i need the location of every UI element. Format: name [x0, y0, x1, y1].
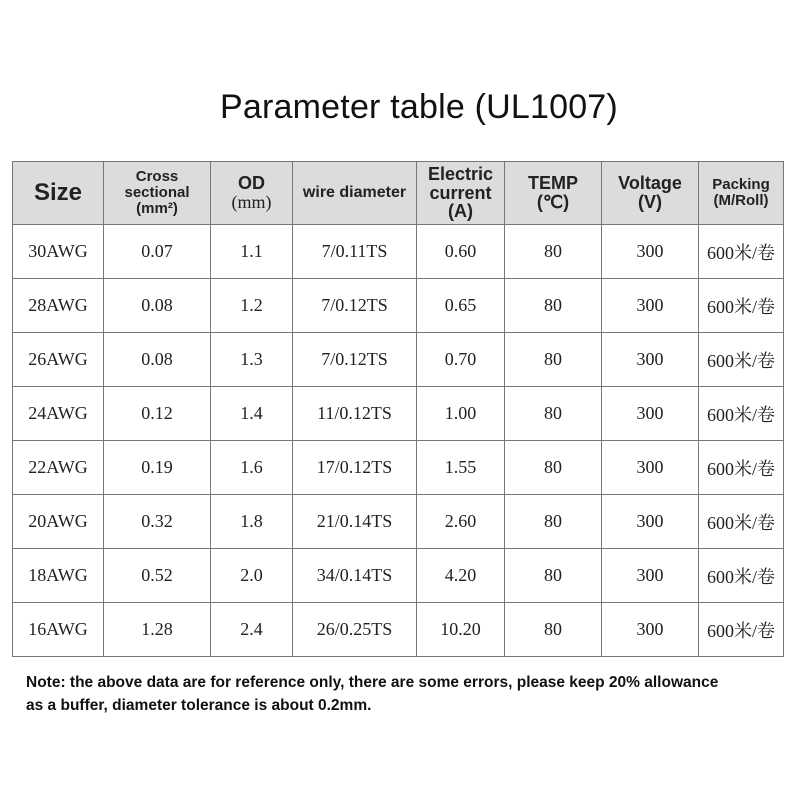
- cell-size: 24AWG: [13, 387, 104, 441]
- cell-wire-diameter: 7/0.12TS: [293, 333, 417, 387]
- cell-packing: 600米/卷: [699, 387, 784, 441]
- header-od-line-2: (mm): [231, 192, 272, 212]
- cell-cross-sectional: 0.08: [104, 333, 211, 387]
- cell-packing: 600米/卷: [699, 279, 784, 333]
- cell-temp: 80: [505, 333, 602, 387]
- cell-od: 1.1: [211, 225, 293, 279]
- cell-wire-diameter: 34/0.14TS: [293, 549, 417, 603]
- table-row: [13, 279, 784, 333]
- cell-cross-sectional: 0.52: [104, 549, 211, 603]
- cell-voltage: 300: [602, 225, 699, 279]
- header-packing: [699, 162, 784, 225]
- header-current-line-2: current: [429, 182, 492, 203]
- header-size-label: Size: [33, 179, 83, 207]
- cell-cross-sectional: 0.12: [104, 387, 211, 441]
- table-row: [13, 387, 784, 441]
- cell-packing: 600米/卷: [699, 441, 784, 495]
- cell-wire-diameter: 7/0.12TS: [293, 279, 417, 333]
- cell-wire-diameter: 11/0.12TS: [293, 387, 417, 441]
- cell-cross-sectional: 0.07: [104, 225, 211, 279]
- header-temp: [505, 162, 602, 225]
- cell-temp: 80: [505, 387, 602, 441]
- header-od: [211, 162, 293, 225]
- header-temp-line-1: TEMP: [527, 173, 578, 194]
- cell-voltage: 300: [602, 603, 699, 657]
- cell-cross-sectional: 1.28: [104, 603, 211, 657]
- cell-od: 1.4: [211, 387, 293, 441]
- table-row: [13, 333, 784, 387]
- cell-packing: 600米/卷: [699, 495, 784, 549]
- table-row: [13, 549, 784, 603]
- cell-od: 2.4: [211, 603, 293, 657]
- cell-electric-current: 2.60: [417, 495, 505, 549]
- header-size: [13, 162, 104, 225]
- page-title: Parameter table (UL1007): [220, 88, 618, 126]
- cell-voltage: 300: [602, 441, 699, 495]
- header-cross-line-1: Cross: [135, 168, 179, 186]
- cell-temp: 80: [505, 549, 602, 603]
- cell-od: 1.6: [211, 441, 293, 495]
- cell-cross-sectional: 0.32: [104, 495, 211, 549]
- cell-od: 2.0: [211, 549, 293, 603]
- cell-electric-current: 1.00: [417, 387, 505, 441]
- header-temp-line-2: (℃): [536, 192, 570, 212]
- cell-temp: 80: [505, 279, 602, 333]
- cell-packing: 600米/卷: [699, 333, 784, 387]
- cell-size: 22AWG: [13, 441, 104, 495]
- cell-voltage: 300: [602, 333, 699, 387]
- header-voltage-line-2: (V): [638, 192, 662, 212]
- header-cross-line-3: (mm²): [136, 199, 178, 217]
- table-row: [13, 441, 784, 495]
- cell-temp: 80: [505, 603, 602, 657]
- table-row: [13, 603, 784, 657]
- cell-size: 16AWG: [13, 603, 104, 657]
- header-cross-line-2: sectional: [124, 184, 190, 202]
- footnote: [26, 671, 786, 717]
- cell-temp: 80: [505, 225, 602, 279]
- cell-electric-current: 4.20: [417, 549, 505, 603]
- cell-cross-sectional: 0.19: [104, 441, 211, 495]
- cell-size: 20AWG: [13, 495, 104, 549]
- cell-size: 30AWG: [13, 225, 104, 279]
- cell-od: 1.8: [211, 495, 293, 549]
- header-wire-diameter: [293, 162, 417, 225]
- header-wire-label: wire diameter: [302, 183, 407, 201]
- header-packing-line-1: Packing: [712, 176, 770, 194]
- header-voltage-line-1: Voltage: [618, 173, 682, 194]
- cell-size: 28AWG: [13, 279, 104, 333]
- cell-electric-current: 0.60: [417, 225, 505, 279]
- header-current-line-1: Electric: [427, 163, 494, 184]
- cell-size: 26AWG: [13, 333, 104, 387]
- footnote-line-2: as a buffer, diameter tolerance is about 0.2mm.: [26, 697, 372, 714]
- cell-electric-current: 10.20: [417, 603, 505, 657]
- cell-od: 1.2: [211, 279, 293, 333]
- cell-wire-diameter: 21/0.14TS: [293, 495, 417, 549]
- cell-wire-diameter: 26/0.25TS: [293, 603, 417, 657]
- table-row: [13, 225, 784, 279]
- footnote-line-1: Note: the above data are for reference only, there are some errors, please keep 20% allowance: [26, 674, 719, 691]
- cell-packing: 600米/卷: [699, 549, 784, 603]
- cell-size: 18AWG: [13, 549, 104, 603]
- cell-electric-current: 1.55: [417, 441, 505, 495]
- cell-electric-current: 0.65: [417, 279, 505, 333]
- header-packing-line-2: (M/Roll): [713, 192, 769, 209]
- cell-od: 1.3: [211, 333, 293, 387]
- header-od-line-1: OD: [238, 173, 265, 194]
- header-cross-sectional: [104, 162, 211, 225]
- cell-wire-diameter: 17/0.12TS: [293, 441, 417, 495]
- cell-voltage: 300: [602, 387, 699, 441]
- cell-packing: 600米/卷: [699, 225, 784, 279]
- header-electric-current: [417, 162, 505, 225]
- cell-packing: 600米/卷: [699, 603, 784, 657]
- table-row: [13, 495, 784, 549]
- cell-voltage: 300: [602, 279, 699, 333]
- cell-voltage: 300: [602, 495, 699, 549]
- cell-electric-current: 0.70: [417, 333, 505, 387]
- header-current-line-3: (A): [448, 201, 473, 222]
- cell-wire-diameter: 7/0.11TS: [293, 225, 417, 279]
- cell-voltage: 300: [602, 549, 699, 603]
- cell-temp: 80: [505, 441, 602, 495]
- parameter-table: [12, 161, 784, 657]
- header-voltage: [602, 162, 699, 225]
- cell-temp: 80: [505, 495, 602, 549]
- table-header-row: [13, 162, 784, 225]
- cell-cross-sectional: 0.08: [104, 279, 211, 333]
